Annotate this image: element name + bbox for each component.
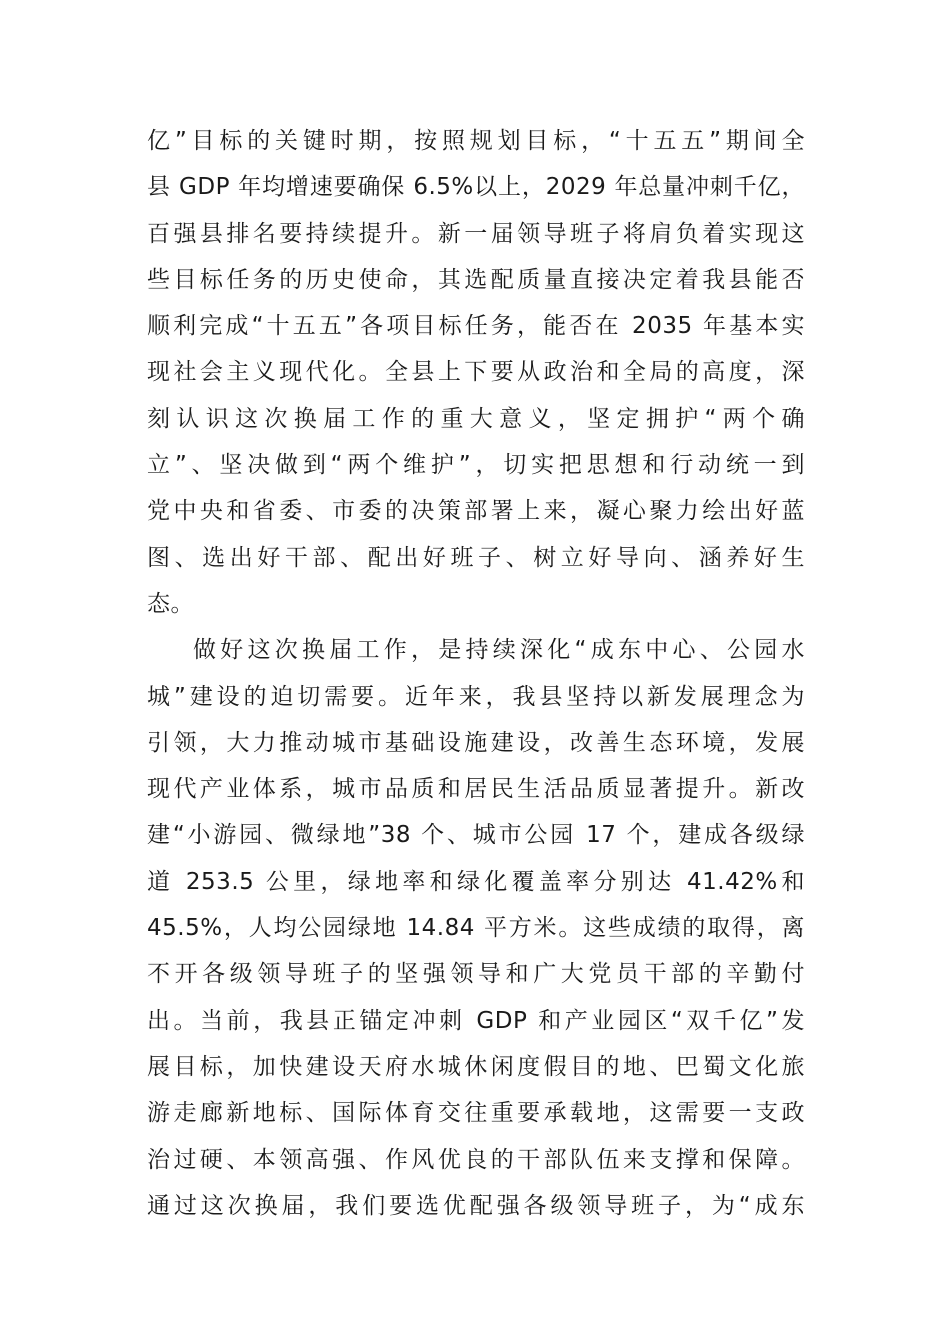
text-line: 道 253.5 公里，绿地率和绿化覆盖率分别达 41.42%和 [147,868,805,895]
text-line: 亿”目标的关键时期，按照规划目标，“十五五”期间全 [147,128,805,154]
text-line: 引领，大力推动城市基础设施建设，改善生态环境，发展 [147,729,805,756]
text-line: 做好这次换届工作，是持续深化“成东中心、公园水 [193,637,805,664]
paragraph [147,627,805,1229]
paragraph [147,118,805,627]
text-line: 现社会主义现代化。全县上下要从政治和全局的高度，深 [147,359,805,386]
text-line: 刻认识这次换届工作的重大意义，坚定拥护“两个确 [147,405,805,432]
text-line: 出。当前，我县正锚定冲刺 GDP 和产业园区“双千亿”发 [147,1007,805,1034]
text-line: 些目标任务的历史使命，其选配质量直接决定着我县能否 [147,266,805,293]
text-line: 通过这次换届，我们要选优配强各级领导班子，为“成东 [147,1192,805,1219]
text-line: 治过硬、本领高强、作风优良的干部队伍来支撑和保障。 [147,1146,805,1173]
text-line: 城”建设的迫切需要。近年来，我县坚持以新发展理念为 [147,683,805,710]
text-line: 不开各级领导班子的坚强领导和广大党员干部的辛勤付 [147,961,805,988]
text-line: 展目标，加快建设天府水城休闲度假目的地、巴蜀文化旅 [147,1053,805,1080]
text-line: 县 GDP 年均增速要确保 6.5%以上，2029 年总量冲刺千亿， [147,174,805,201]
text-line: 百强县排名要持续提升。新一届领导班子将肩负着实现这 [147,220,805,247]
text-line: 立”、坚决做到“两个维护”，切实把思想和行动统一到 [147,452,805,479]
text-line: 顺利完成“十五五”各项目标任务，能否在 2035 年基本实 [147,313,805,340]
text-line: 45.5%，人均公园绿地 14.84 平方米。这些成绩的取得，离 [147,915,805,942]
text-line: 态。 [147,590,194,617]
text-line: 党中央和省委、市委的决策部署上来，凝心聚力绘出好蓝 [147,498,805,525]
text-line: 现代产业体系，城市品质和居民生活品质显著提升。新改 [147,776,805,803]
text-line: 建“小游园、微绿地”38 个、城市公园 17 个，建成各级绿 [147,822,805,849]
document-body [147,118,805,1229]
text-line: 游走廊新地标、国际体育交往重要承载地，这需要一支政 [147,1100,805,1127]
text-line: 图、选出好干部、配出好班子、树立好导向、涵养好生 [147,544,805,571]
